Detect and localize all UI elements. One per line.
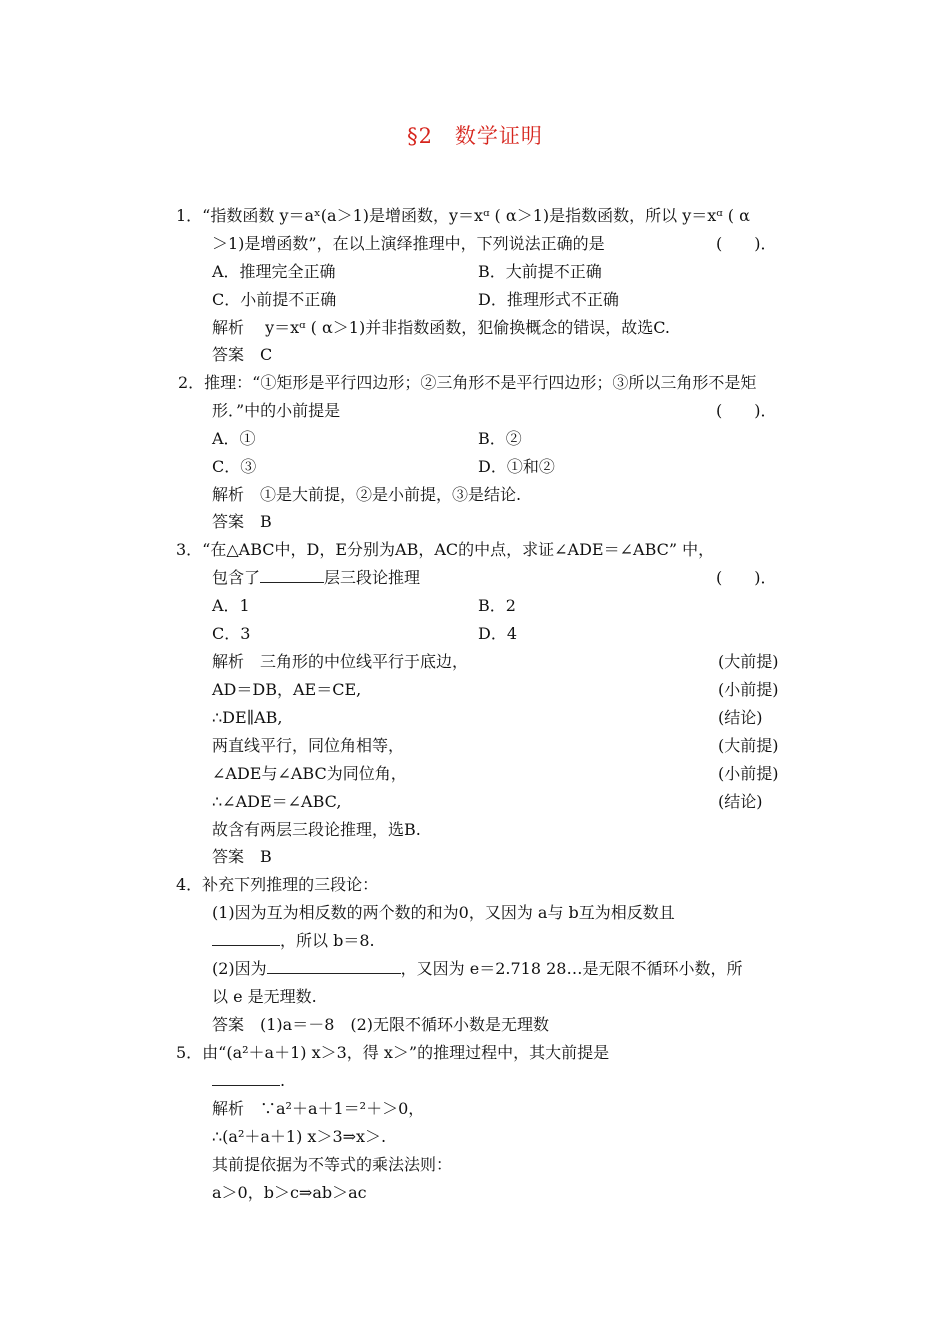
q1-stem-line1: 1．“指数函数 y＝aˣ(a＞1)是增函数，y＝xᵅ ( α＞1)是指数函数，所以 y＝xᵅ ( α <box>176 206 750 225</box>
q5-stem-line2 <box>212 1071 285 1091</box>
q3-step-tag: (小前提) <box>718 764 779 783</box>
q2-stem-line1: 2．推理：“①矩形是平行四边形；②三角形不是平行四边形；③所以三角形不是矩 <box>178 373 757 392</box>
q5-stem-line1: 5．由“(a²＋a＋1) x＞3，得 x＞”的推理过程中，其大前提是 <box>176 1043 610 1062</box>
section-title: §2 数学证明 <box>407 124 543 148</box>
q4-part2-prefix: (2)因为 <box>212 959 267 978</box>
q2-analysis: 解析 ①是大前提，②是小前提，③是结论. <box>212 485 522 504</box>
q5-analysis-line1: 解析 ∵a²＋a＋1＝²＋＞0， <box>212 1099 425 1118</box>
q2-option-b: B．② <box>478 429 522 448</box>
q5-stem-suffix: . <box>280 1071 286 1090</box>
q3-step-text: ∴∠ADE＝∠ABC, <box>212 792 342 811</box>
q3-stem-line2 <box>212 568 420 588</box>
q3-step-tag: (大前提) <box>718 652 779 671</box>
q3-step-tag: (结论) <box>718 708 763 727</box>
q1-option-d: D．推理形式不正确 <box>478 290 619 309</box>
q3-stem-line1: 3．“在△ABC中，D，E分别为AB，AC的中点，求证∠ADE＝∠ABC” 中， <box>176 540 715 559</box>
q3-step-text: 两直线平行，同位角相等， <box>212 736 405 755</box>
q3-step-text: ∴DE∥AB, <box>212 708 283 727</box>
q3-fill-blank <box>260 568 324 583</box>
q5-analysis-line2: ∴(a²＋a＋1) x＞3⇒x＞. <box>212 1127 387 1146</box>
q4-stem: 4．补充下列推理的三段论： <box>176 875 379 894</box>
q4-part1-line2 <box>212 931 375 951</box>
q5-fill-blank <box>212 1071 280 1086</box>
q3-conclusion: 故含有两层三段论推理，选B. <box>212 820 421 839</box>
q1-option-a: A．推理完全正确 <box>212 262 336 281</box>
q4-answer: 答案 (1)a＝－8 (2)无限不循环小数是无理数 <box>212 1015 550 1034</box>
q4-part1-suffix: ，所以 b＝8. <box>280 931 375 950</box>
q1-option-c: C．小前提不正确 <box>212 290 337 309</box>
q5-analysis-line4: a＞0，b＞c⇒ab＞ac <box>212 1183 367 1202</box>
q3-step-text: AD＝DB，AE＝CE, <box>212 680 362 699</box>
q4-part2-line2: 以 e 是无理数. <box>212 987 317 1006</box>
q3-option-a: A．1 <box>212 596 250 615</box>
q3-step-tag: (结论) <box>718 792 763 811</box>
q3-step-tag: (小前提) <box>718 680 779 699</box>
q4-part2-line1 <box>212 959 742 979</box>
q3-stem-prefix: 包含了 <box>212 568 261 587</box>
q3-answer: 答案 B <box>212 847 272 866</box>
q2-answer-paren: ( )． <box>716 401 777 420</box>
q1-analysis: 解析 y＝xᵅ ( α＞1)并非指数函数，犯偷换概念的错误，故选C. <box>212 318 670 337</box>
q3-step-text: 解析 三角形的中位线平行于底边， <box>212 652 469 671</box>
q2-option-d: D．①和② <box>478 457 555 476</box>
q4-part2-blank <box>267 959 401 974</box>
q4-part1-blank <box>212 931 280 946</box>
q4-part2-suffix: ，又因为 e＝2.718 28…是无限不循环小数，所 <box>400 959 743 978</box>
q3-option-c: C．3 <box>212 624 251 643</box>
q3-option-b: B．2 <box>478 596 516 615</box>
q1-stem-line2: ＞1)是增函数”，在以上演绎推理中，下列说法正确的是 <box>212 234 605 253</box>
q3-option-d: D．4 <box>478 624 518 643</box>
q2-option-c: C．③ <box>212 457 257 476</box>
q3-step-tag: (大前提) <box>718 736 779 755</box>
q2-option-a: A．① <box>212 429 256 448</box>
q1-answer-paren: ( )． <box>716 234 777 253</box>
q4-part1-line1: (1)因为互为相反数的两个数的和为0，又因为 a与 b互为相反数且 <box>212 903 675 922</box>
q2-answer: 答案 B <box>212 512 272 531</box>
q3-step-text: ∠ADE与∠ABC为同位角， <box>212 764 407 783</box>
q3-stem-suffix: 层三段论推理 <box>324 568 421 587</box>
q2-stem-line2: 形．”中的小前提是 <box>212 401 341 420</box>
q1-option-b: B．大前提不正确 <box>478 262 602 281</box>
q3-answer-paren: ( )． <box>716 568 777 587</box>
q5-analysis-line3: 其前提依据为不等式的乘法法则： <box>212 1155 453 1174</box>
q1-answer: 答案 C <box>212 345 273 364</box>
